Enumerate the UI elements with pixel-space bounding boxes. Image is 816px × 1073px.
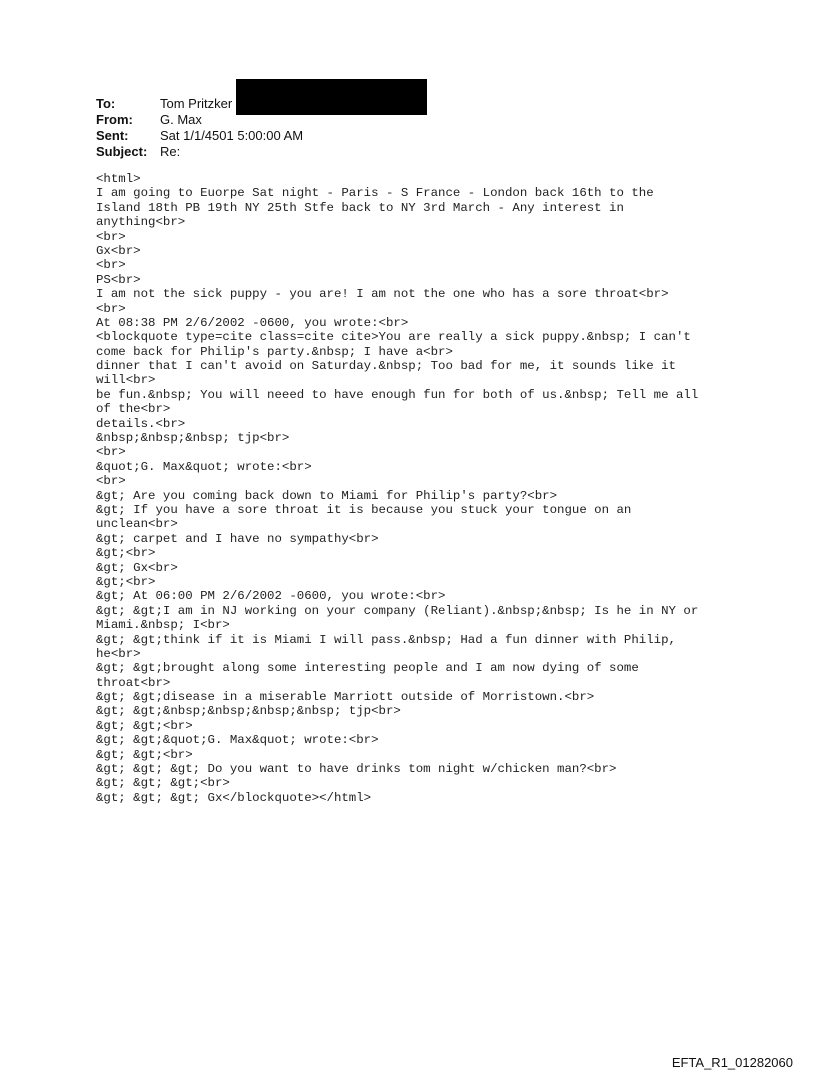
to-label: To:	[96, 96, 116, 111]
body-line: At 08:38 PM 2/6/2002 -0600, you wrote:<br>	[96, 315, 409, 330]
body-line: &gt; &gt;&nbsp;&nbsp;&nbsp;&nbsp; tjp<br>	[96, 704, 401, 719]
subject-value: Re:	[160, 144, 181, 159]
body-line: &gt; &gt;<br>	[96, 747, 193, 762]
body-line: anything<br>	[96, 215, 186, 230]
from-value: G. Max	[160, 112, 202, 127]
body-line: <blockquote type=cite class=cite cite>You are really a sick puppy.&nbsp; I can't	[96, 330, 691, 345]
body-line: &gt; &gt;brought along some interesting people and I am now dying of some	[96, 661, 639, 676]
subject-row	[96, 144, 303, 160]
body-line: be fun.&nbsp; You will neeed to have enough fun for both of us.&nbsp; Tell me all	[96, 387, 699, 402]
body-line: &gt; &gt;I am in NJ working on your company (Reliant).&nbsp;&nbsp; Is he in NY or	[96, 603, 699, 618]
body-line: &quot;G. Max&quot; wrote:<br>	[96, 459, 312, 474]
body-line: <br>	[96, 229, 126, 244]
body-line: &gt;<br>	[96, 574, 156, 589]
body-line: dinner that I can't avoid on Saturday.&nbsp; Too bad for me, it sounds like it	[96, 359, 676, 374]
body-line: come back for Philip's party.&nbsp; I have a<br>	[96, 344, 453, 359]
subject-label: Subject:	[96, 144, 148, 159]
body-line: &gt; &gt;<br>	[96, 718, 193, 733]
body-line: &gt; At 06:00 PM 2/6/2002 -0600, you wrote:<br>	[96, 589, 446, 604]
document-id: EFTA_R1_01282060	[671, 1055, 793, 1070]
to-value: Tom Pritzker	[160, 96, 233, 111]
body-line: &gt; &gt;disease in a miserable Marriott outside of Morristown.<br>	[96, 690, 595, 705]
body-line: <html>	[96, 172, 141, 186]
redaction-box	[236, 79, 427, 115]
body-line: &gt; &gt;think if it is Miami I will pass.&nbsp; Had a fun dinner with Philip,	[96, 632, 676, 647]
email-body	[96, 172, 756, 805]
body-line: Island 18th PB 19th NY 25th Stfe back to NY 3rd March - Any interest in	[96, 200, 624, 215]
body-line: will<br>	[96, 373, 156, 388]
body-line: &gt; carpet and I have no sympathy<br>	[96, 531, 379, 546]
body-line: I am going to Euorpe Sat night - Paris - S France - London back 16th to the	[96, 186, 654, 201]
body-line: details.<br>	[96, 416, 186, 431]
body-line: &gt; &gt;&quot;G. Max&quot; wrote:<br>	[96, 733, 379, 748]
body-line: Gx<br>	[96, 243, 141, 258]
body-line: of the<br>	[96, 402, 171, 417]
body-line: <br>	[96, 258, 126, 273]
body-line: &gt; Are you coming back down to Miami for Philip's party?<br>	[96, 488, 558, 503]
from-label: From:	[96, 112, 133, 127]
body-line: &nbsp;&nbsp;&nbsp; tjp<br>	[96, 431, 290, 446]
body-line: &gt; &gt; &gt; Do you want to have drinks tom night w/chicken man?<br>	[96, 762, 617, 777]
body-line: throat<br>	[96, 675, 171, 690]
body-line: &gt; &gt; &gt;<br>	[96, 776, 230, 791]
sent-row	[96, 128, 303, 144]
body-line: &gt; Gx<br>	[96, 560, 178, 575]
body-line: PS<br>	[96, 272, 141, 287]
body-line: he<br>	[96, 646, 141, 661]
body-line: <br>	[96, 474, 126, 489]
body-line: &gt;<br>	[96, 546, 156, 561]
sent-value: Sat 1/1/4501 5:00:00 AM	[160, 128, 304, 143]
body-line: &gt; &gt; &gt; Gx</blockquote></html>	[96, 790, 372, 805]
body-line: I am not the sick puppy - you are! I am not the one who has a sore throat<br>	[96, 287, 669, 302]
body-line: <br>	[96, 301, 126, 316]
body-line: &gt; If you have a sore throat it is because you stuck your tongue on an	[96, 502, 632, 517]
sent-label: Sent:	[96, 128, 129, 143]
body-line: Miami.&nbsp; I<br>	[96, 618, 230, 633]
body-line: <br>	[96, 445, 126, 460]
body-line: unclean<br>	[96, 517, 178, 532]
